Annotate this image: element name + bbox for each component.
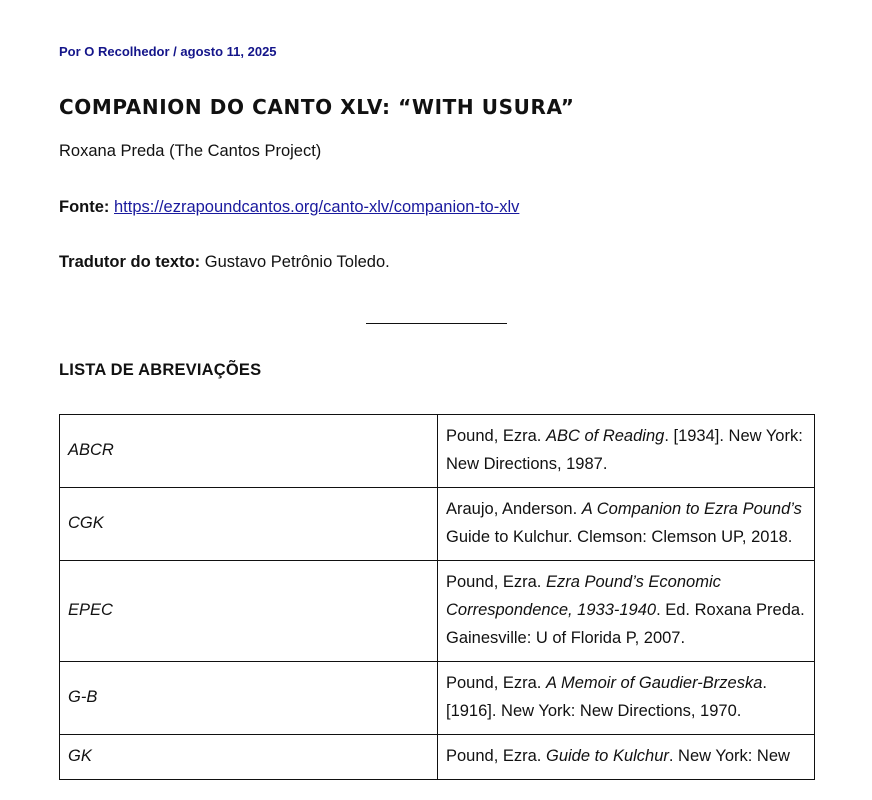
author-link[interactable]: O Recolhedor	[84, 44, 170, 59]
abbr-cell: CGK	[60, 488, 438, 561]
ref-title: Ezra Pound’s Economic Correspondence, 1933-1940	[446, 573, 721, 619]
post-meta	[59, 44, 277, 59]
ref-text: Araujo, Anderson.	[446, 500, 582, 518]
table-row	[60, 561, 815, 662]
separator-line	[366, 323, 507, 324]
abbreviations-table	[59, 414, 815, 780]
ref-text: . [1916]. New York: New Directions, 1970.	[446, 674, 767, 720]
ref-text: . New York: New	[668, 747, 790, 765]
ref-title: Guide to Kulchur	[545, 747, 669, 765]
source-link[interactable]: https://ezrapoundcantos.org/canto-xlv/companion-to-xlv	[114, 198, 520, 216]
abbr-cell: GK	[60, 735, 438, 780]
ref-text: . [1934]. New York: New Directions, 1987.	[446, 427, 803, 473]
table-row	[60, 735, 815, 780]
source-line	[59, 195, 519, 219]
abbr-cell: ABCR	[60, 415, 438, 488]
date-link[interactable]: agosto 11, 2025	[180, 44, 277, 59]
translator-name: Gustavo Petrônio Toledo.	[204, 253, 390, 271]
ref-title: A Companion to Ezra Pound’s	[581, 500, 802, 518]
abbr-cell: EPEC	[60, 561, 438, 662]
ref-text: Pound, Ezra.	[446, 427, 546, 445]
byline: Roxana Preda (The Cantos Project)	[59, 142, 322, 160]
section-title: LISTA DE ABREVIAÇÕES	[59, 361, 262, 379]
ref-text: Guide to Kulchur. Clemson: Clemson UP, 2018.	[446, 528, 793, 546]
translator-label: Tradutor do texto:	[59, 253, 201, 271]
page-title: COMPANION DO CANTO XLV: “WITH USURA”	[59, 95, 575, 119]
ref-text: Pound, Ezra.	[446, 674, 546, 692]
ref-text: Pound, Ezra.	[446, 573, 546, 591]
source-label: Fonte:	[59, 198, 110, 216]
table-row	[60, 415, 815, 488]
reference-cell	[438, 488, 815, 561]
reference-cell	[438, 735, 815, 780]
meta-separator: /	[173, 44, 177, 59]
ref-title: ABC of Reading	[545, 427, 665, 445]
reference-cell	[438, 415, 815, 488]
reference-cell	[438, 662, 815, 735]
abbr-cell: G-B	[60, 662, 438, 735]
ref-text: . Ed. Roxana Preda. Gainesville: U of Florida P, 2007.	[446, 601, 805, 647]
meta-prefix: Por	[59, 44, 81, 59]
ref-text: Pound, Ezra.	[446, 747, 546, 765]
table-row	[60, 662, 815, 735]
table-row	[60, 488, 815, 561]
ref-title: A Memoir of Gaudier-Brzeska	[545, 674, 763, 692]
translator-line	[59, 250, 390, 274]
reference-cell	[438, 561, 815, 662]
